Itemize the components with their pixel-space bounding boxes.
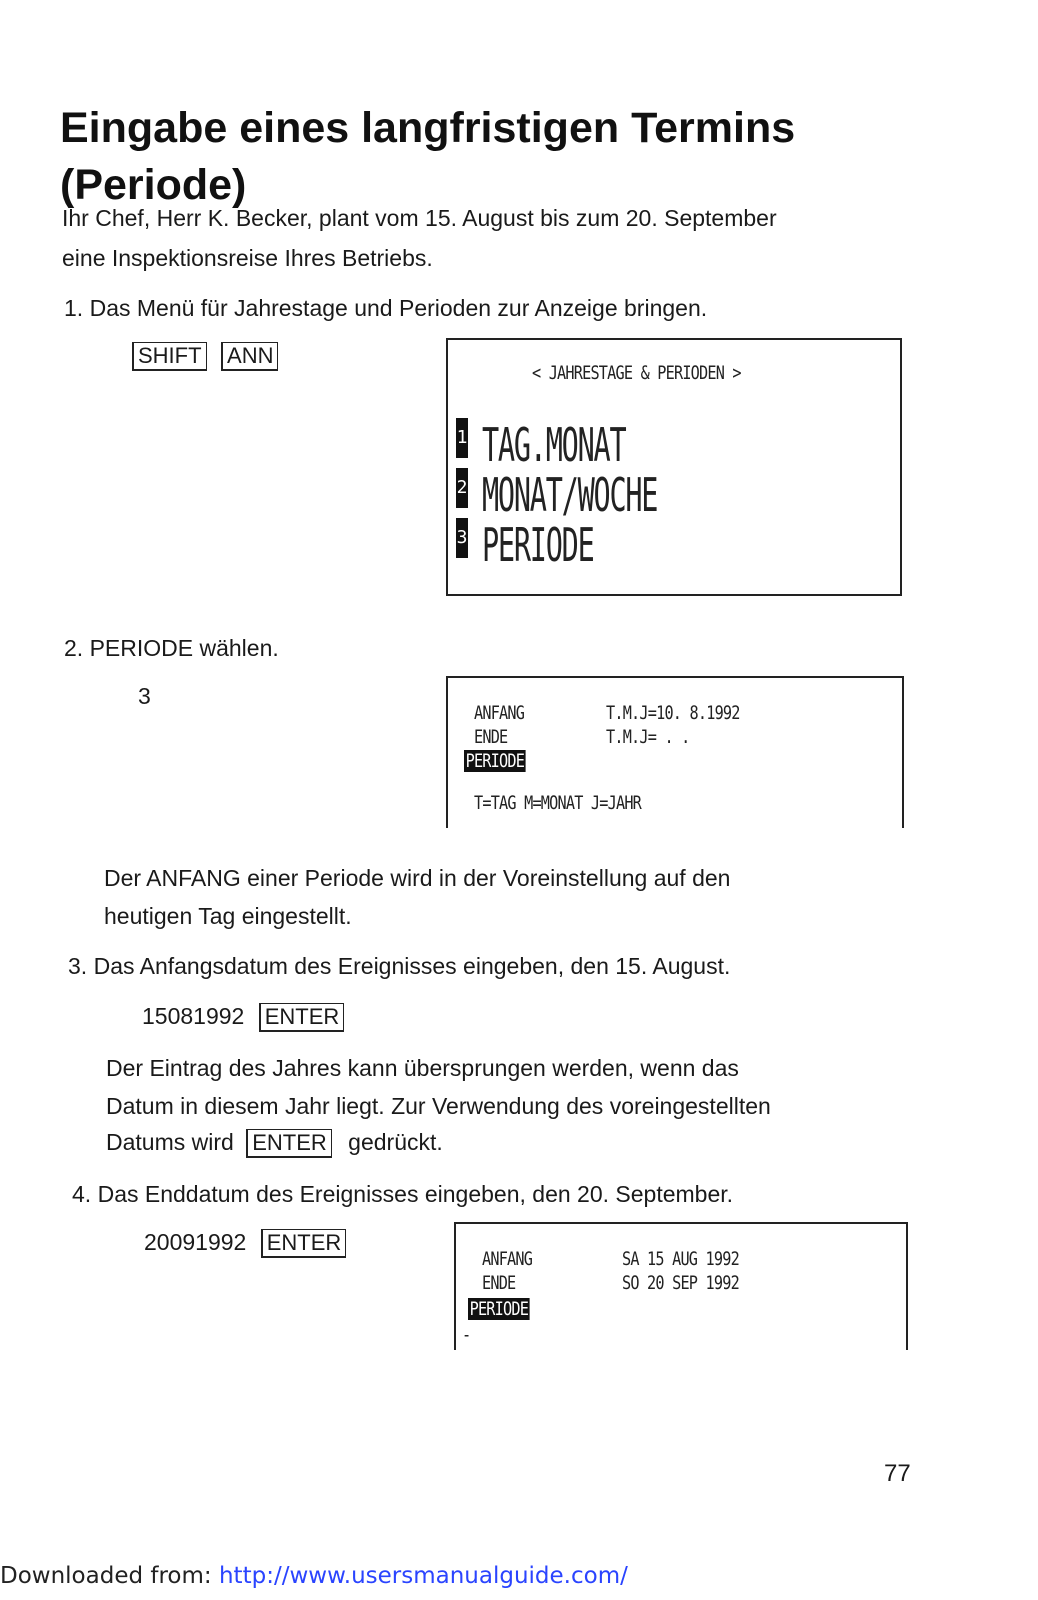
note-text-pre: Datums wird xyxy=(106,1129,234,1155)
menu-number: 2 xyxy=(456,468,468,508)
menu-label: MONAT/WOCHE xyxy=(482,468,658,522)
page-number: 77 xyxy=(884,1460,911,1487)
menu-item-1 xyxy=(456,418,713,472)
step-2-input: 3 xyxy=(138,683,151,709)
lcd-screen-periode xyxy=(446,676,904,828)
step-4-input xyxy=(144,1224,356,1260)
enter-key: ENTER xyxy=(259,1003,345,1032)
step-3 xyxy=(68,948,730,984)
step-text: Das Menü für Jahrestage und Perioden zur Anzeige bringen. xyxy=(89,295,708,321)
step-3-note-line-1: Der Eintrag des Jahres kann übersprungen werden, wenn das xyxy=(106,1055,739,1081)
step-1-keys xyxy=(132,342,288,371)
step-number: 2. xyxy=(64,635,84,661)
lcd-header: < JAHRESTAGE & PERIODEN > xyxy=(532,362,741,384)
download-footer xyxy=(0,1563,628,1589)
menu-number: 1 xyxy=(456,418,468,458)
lcd-row1-label: ANFANG xyxy=(474,702,525,724)
shift-key: SHIFT xyxy=(132,342,207,371)
step-3-input xyxy=(142,998,354,1034)
ann-key: ANN xyxy=(221,342,278,371)
lcd-tag: PERIODE xyxy=(465,750,525,772)
step-2 xyxy=(64,630,279,666)
lcd-row2-label: ENDE xyxy=(474,726,508,748)
lcd-row2-value: T.M.J= . . xyxy=(606,726,690,748)
step-4 xyxy=(72,1176,733,1212)
step-2-note-line-1: Der ANFANG einer Periode wird in der Voreinstellung auf den xyxy=(104,865,731,891)
menu-item-2 xyxy=(456,468,765,522)
footer-link[interactable]: http://www.usersmanualguide.com/ xyxy=(218,1563,628,1589)
note-text-post: gedrückt. xyxy=(348,1129,443,1155)
intro-line-2: eine Inspektionsreise Ihres Betriebs. xyxy=(62,245,433,271)
step-number: 1. xyxy=(64,295,84,321)
lcd-cursor: - xyxy=(462,1324,471,1346)
step-text: Das Anfangsdatum des Ereignisses eingeben, den 15. August. xyxy=(93,953,731,979)
enter-key: ENTER xyxy=(261,1229,347,1258)
input-digits: 20091992 xyxy=(144,1229,247,1255)
step-3-note-line-2: Datum in diesem Jahr liegt. Zur Verwendung des voreingestellten xyxy=(106,1093,771,1119)
step-number: 4. xyxy=(72,1181,92,1207)
lcd-row2-value: SO 20 SEP 1992 xyxy=(622,1272,739,1294)
lcd-screen-result xyxy=(454,1222,908,1350)
lcd-row1-label: ANFANG xyxy=(482,1248,533,1270)
lcd-row1-value: T.M.J=10. 8.1992 xyxy=(606,702,740,724)
footer-prefix: Downloaded from: xyxy=(0,1563,219,1589)
step-number: 3. xyxy=(68,953,88,979)
page-title: Eingabe eines langfristigen Termins (Periode) xyxy=(60,104,796,209)
step-2-note-line-2: heutigen Tag eingestellt. xyxy=(104,903,352,929)
intro-line-1: Ihr Chef, Herr K. Becker, plant vom 15. August bis zum 20. September xyxy=(62,205,777,231)
step-3-note-line-3 xyxy=(106,1124,443,1160)
menu-label: PERIODE xyxy=(482,518,594,572)
step-text: PERIODE wählen. xyxy=(89,635,279,661)
input-digits: 15081992 xyxy=(142,1003,245,1029)
step-1 xyxy=(64,290,707,326)
menu-label: TAG.MONAT xyxy=(482,418,626,472)
step-text: Das Enddatum des Ereignisses eingeben, den 20. September. xyxy=(97,1181,734,1207)
lcd-row2-label: ENDE xyxy=(482,1272,516,1294)
menu-number: 3 xyxy=(456,518,468,558)
lcd-tag: PERIODE xyxy=(469,1298,529,1320)
menu-item-3 xyxy=(456,518,662,572)
lcd-legend: T=TAG M=MONAT J=JAHR xyxy=(474,792,642,814)
enter-key: ENTER xyxy=(246,1129,332,1158)
lcd-row1-value: SA 15 AUG 1992 xyxy=(622,1248,739,1270)
lcd-screen-menu xyxy=(446,338,902,596)
